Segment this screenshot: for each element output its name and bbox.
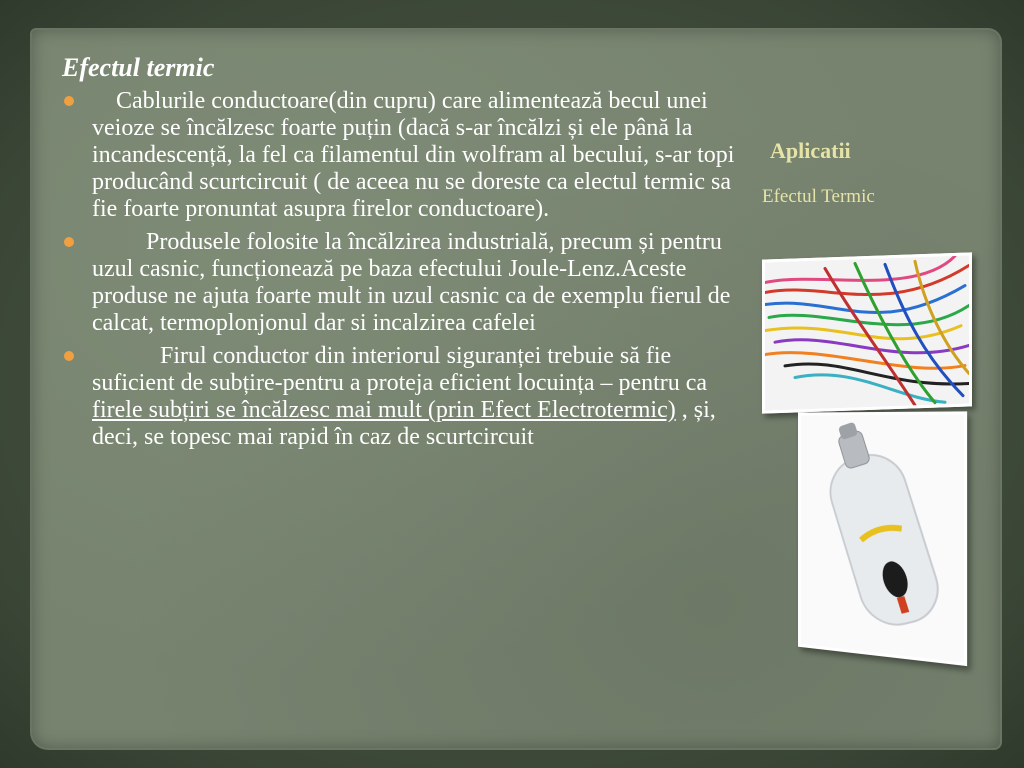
bullet-dot-icon — [64, 351, 74, 361]
bullet-list — [62, 88, 742, 451]
ceramic-fuse-image — [801, 415, 964, 663]
fuse-photo — [798, 411, 967, 666]
side-subtitle: Efectul Termic — [762, 186, 875, 207]
bullet-item — [62, 88, 742, 223]
bullet-dot-icon — [64, 237, 74, 247]
wires-photo — [762, 252, 972, 413]
bullet-text: Cablurile conductoare(din cupru) care alimentează becul unei veioze se încălzesc foarte puțin (dacă s-ar încălzi și ele până la incandescență, la fel ca filamentul din wolfram al becului, s-ar topi producând scurtcircuit ( de aceea nu se doreste ca electul termic sa fie foarte pronuntat asupra firelor conductoare). — [92, 88, 735, 222]
bullet-text: , și, deci, se topesc mai rapid în caz de scurtcircuit — [92, 397, 716, 450]
slide-heading: Efectul termic — [62, 53, 215, 82]
bullet-dot-icon — [64, 96, 74, 106]
colored-wires-image — [765, 255, 969, 410]
bullet-item — [62, 229, 742, 337]
main-text-block — [62, 50, 742, 457]
bullet-text: Produsele folosite la încălzirea industrială, precum și pentru uzul casnic, funcționează pe baza efectului Joule-Lenz.Aceste produse ne ajuta foarte mult in uzul casnic ca de exemplu fierul de calcat, termoplonjonul dar si incalzirea cafelei — [92, 229, 731, 336]
bullet-text: Firul conductor din interiorul siguranței trebuie să fie suficient de subțire-pentru a proteja eficient locuința – pentru ca — [92, 343, 708, 396]
underlined-text: firele subțiri se încălzesc mai mult (prin Efect Electrotermic) — [92, 397, 676, 423]
side-title: Aplicatii — [770, 138, 851, 163]
bullet-item — [62, 343, 742, 451]
